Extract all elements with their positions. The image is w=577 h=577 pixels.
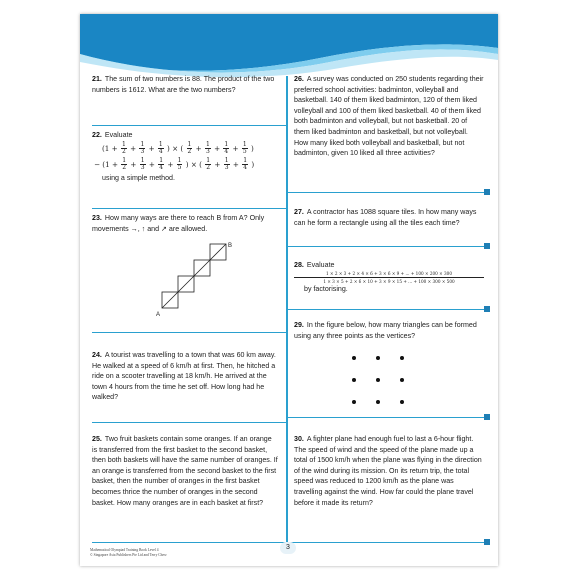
- question-text: A survey was conducted on 250 students regarding their preferred school activities: badminton, volleyball and basketball. 140 of them liked badminton, 120 of them liked volleyball and 100 of them liked basketball. 40 of them liked both badminton and volleyball, but not basketball. 20 of them liked badminton and basketball, but not volleyball. How many liked both volleyball and basketball, but not badminton, given 10 liked all three activities?: [294, 75, 484, 158]
- question-26: [294, 74, 484, 159]
- series-fraction: [294, 271, 484, 284]
- separator-rule: [286, 246, 486, 247]
- grid-dot: [400, 400, 404, 404]
- separator-rule: [286, 192, 486, 193]
- workbook-page: [80, 14, 498, 566]
- question-25: [92, 434, 278, 508]
- question-text: A contractor has 1088 square tiles. In how many ways can he form a rectangle using all the tiles each time?: [294, 208, 477, 227]
- expression-line-2: [94, 157, 278, 173]
- fraction-third: $\frac{1}{3}$: [140, 156, 145, 172]
- separator-rule: [286, 309, 486, 310]
- plus-sign: +: [130, 159, 137, 169]
- fraction-quarter: $\frac{1}{4}$: [224, 140, 229, 156]
- paren-open: − (1 +: [94, 159, 118, 169]
- question-text: Evaluate: [306, 261, 335, 269]
- separator-rule: [286, 417, 486, 418]
- fraction-half: $\frac{1}{2}$: [187, 140, 192, 156]
- question-tail: by factorising.: [304, 285, 348, 293]
- question-text: Evaluate: [104, 131, 133, 139]
- grid-dot: [376, 400, 380, 404]
- question-number: 23.: [92, 214, 102, 222]
- plus-sign: +: [195, 143, 202, 153]
- rule-end-marker: [484, 306, 490, 312]
- separator-rule: [92, 208, 286, 209]
- question-number: 26.: [294, 75, 304, 83]
- rule-end-marker: [484, 539, 490, 545]
- times-sign: ) × (: [185, 159, 202, 169]
- paren-close: ): [251, 143, 254, 153]
- question-text: A fighter plane had enough fuel to last a 6-hour flight. The speed of wind and the speed of the plane made up a total of 1500 km/h when the plane was flying in the direction of the wind during its mission. On its return trip, the total speed was reduced to 1200 km/h as the plane was travelling against the wind. How far could the plane travel before it made its return?: [294, 435, 482, 507]
- plus-sign: +: [214, 159, 221, 169]
- separator-rule: [92, 422, 286, 423]
- fraction-third: $\frac{1}{3}$: [140, 140, 145, 156]
- question-24: [92, 350, 278, 403]
- page-number: 3: [280, 542, 296, 554]
- question-number: 22.: [92, 131, 102, 139]
- footer-copyright: © Singapore Asia Publishers Pte Ltd and Terry Chew: [90, 553, 167, 557]
- footer-credit: [90, 548, 167, 558]
- times-sign: ) × (: [167, 143, 184, 153]
- grid-dot: [400, 356, 404, 360]
- question-number: 21.: [92, 75, 102, 83]
- expression-line-1: [102, 141, 278, 157]
- question-number: 24.: [92, 351, 102, 359]
- grid-dot: [400, 378, 404, 382]
- grid-dot: [352, 400, 356, 404]
- rule-end-marker: [484, 189, 490, 195]
- grid-dot: [352, 356, 356, 360]
- fraction-numerator: 1 × 2 × 3 + 2 × 4 × 6 + 3 × 6 × 9 + ... + 100 × 200 × 300: [294, 271, 484, 278]
- grid-dot: [376, 378, 380, 382]
- question-text: The sum of two numbers is 88. The product of the two numbers is 1612. What are the two numbers?: [92, 75, 275, 94]
- fraction-third: $\frac{1}{3}$: [224, 156, 229, 172]
- fraction-denominator: 1 × 3 × 5 + 2 × 6 × 10 + 3 × 9 × 15 + ... + 100 × 300 × 500: [323, 279, 455, 284]
- plus-sign: +: [232, 143, 239, 153]
- question-tail: using a simple method.: [102, 173, 175, 182]
- question-23: [92, 213, 278, 234]
- point-label-b: B: [228, 243, 233, 249]
- fraction-half: $\frac{1}{2}$: [122, 156, 127, 172]
- fraction-quarter: $\frac{1}{4}$: [158, 140, 163, 156]
- question-28: [294, 260, 484, 271]
- rule-end-marker: [484, 243, 490, 249]
- question-number: 29.: [294, 321, 304, 329]
- question-number: 27.: [294, 208, 304, 216]
- plus-sign: +: [130, 143, 137, 153]
- question-30: [294, 434, 484, 508]
- point-label-a: A: [156, 312, 161, 318]
- question-21: [92, 74, 278, 95]
- question-text: In the figure below, how many triangles can be formed using any three points as the vertices?: [294, 321, 477, 340]
- plus-sign: +: [232, 159, 239, 169]
- footer-book-title: Mathematical Olympiad Training Book Level 4: [90, 548, 159, 552]
- plus-sign: +: [148, 143, 155, 153]
- fraction-quarter: $\frac{1}{4}$: [159, 156, 164, 172]
- fraction-third: $\frac{1}{3}$: [205, 140, 210, 156]
- question-number: 25.: [92, 435, 102, 443]
- grid-dot: [376, 356, 380, 360]
- fraction-fifth: $\frac{1}{5}$: [242, 140, 247, 156]
- question-text: A tourist was travelling to a town that was 60 km away. He walked at a speed of 6 km/h at first. Then, he hitched a ride on a scooter travelling at 18 km/h. He arrived at the town 4 hours from the time he set off. How long had he walked?: [92, 351, 276, 402]
- question-27: [294, 207, 484, 228]
- fraction-quarter: $\frac{1}{4}$: [243, 156, 248, 172]
- rule-end-marker: [484, 414, 490, 420]
- fraction-half: $\frac{1}{2}$: [206, 156, 211, 172]
- paren-open: (1 +: [102, 143, 118, 153]
- grid-path-figure: [150, 242, 240, 322]
- plus-sign: +: [214, 143, 221, 153]
- question-number: 28.: [294, 261, 304, 269]
- grid-dot: [352, 378, 356, 382]
- question-number: 30.: [294, 435, 304, 443]
- separator-rule: [92, 125, 286, 126]
- question-29: [294, 320, 484, 341]
- plus-sign: +: [148, 159, 155, 169]
- fraction-half: $\frac{1}{2}$: [121, 140, 126, 156]
- question-text: Two fruit baskets contain some oranges. If an orange is transferred from the first basket to the second basket, then both baskets will have the same number of oranges. If an orange is transferred from the second basket to the first basket, then the number of oranges in the first basket becomes thrice the number of oranges in the second basket. How many oranges are in each basket at first?: [92, 435, 278, 507]
- question-text: How many ways are there to reach B from A? Only movements →, ↑ and ↗ are allowed.: [92, 214, 265, 233]
- fraction-fifth: $\frac{1}{5}$: [177, 156, 182, 172]
- plus-sign: +: [167, 159, 174, 169]
- separator-rule: [92, 332, 286, 333]
- question-22: [92, 130, 278, 183]
- paren-close: ): [251, 159, 255, 169]
